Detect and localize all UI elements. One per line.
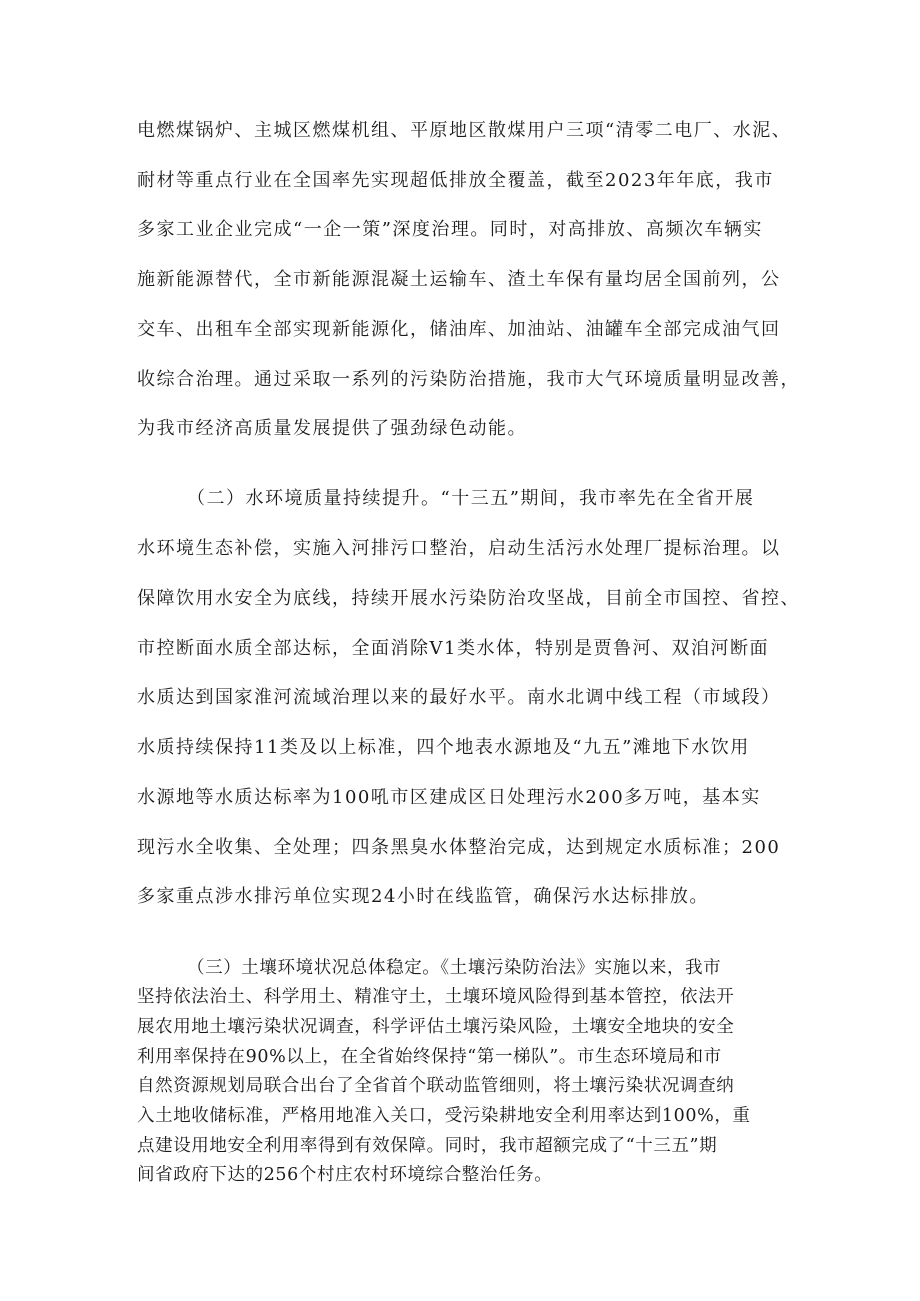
- text-line: 自然资源规划局联合出台了全省首个联动监管细则，将土壤污染状况调查纳: [137, 1076, 735, 1096]
- text-line: 为我市经济高质量发展提供了强劲绿色动能。: [137, 418, 527, 439]
- text-line: 点建设用地安全利用率得到有效保障。同时，我市超额完成了“十三五”期: [137, 1136, 718, 1156]
- text-line: 保障饮用水安全为底线，持续开展水污染防治攻坚战，目前全市国控、省控、: [137, 588, 800, 609]
- text-line: 利用率保持在90%以上，在全省始终保持“第一梯队”。市生态环境局和市: [137, 1047, 722, 1067]
- text-line: 施新能源替代，全市新能源混凝土运输车、渣土车保有量均居全国前列，公: [137, 269, 781, 290]
- text-line: 多家工业企业完成“一企一策”深度治理。同时，对高排放、高频次车辆实: [137, 219, 763, 240]
- text-line: 水质持续保持11类及以上标准，四个地表水源地及“九五”滩地下水饮用: [137, 737, 750, 758]
- text-line: 展农用地土壤污染状况调查，科学评估土壤污染风险，土壤安全地块的安全: [137, 1017, 735, 1037]
- text-line: 多家重点涉水排污单位实现24小时在线监管，确保污水达标排放。: [137, 886, 709, 907]
- text-line: 交车、出租车全部实现新能源化，储油库、加油站、油罐车全部完成油气回: [137, 319, 781, 340]
- text-line: 间省政府下达的256个村庄农村环境综合整治任务。: [137, 1165, 553, 1185]
- text-line: （二）水环境质量持续提升。“十三五”期间，我市率先在全省开展: [187, 488, 755, 509]
- text-line: 市控断面水质全部达标，全面消除V1类水体，特别是贾鲁河、双洎河断面: [137, 638, 769, 659]
- text-line: 水源地等水质达标率为100吼市区建成区日处理污水200多万吨，基本实: [137, 787, 761, 808]
- text-line: 水质达到国家淮河流域治理以来的最好水平。南水北调中线工程（市域段）: [137, 687, 781, 708]
- text-line: （三）土壤环境状况总体稳定。《土壤污染防治法》实施以来，我市: [187, 958, 722, 978]
- text-line: 入土地收储标准，严格用地准入关口，受污染耕地安全利用率达到100%，重: [137, 1106, 751, 1126]
- text-line: 水环境生态补偿，实施入河排污口整治，启动生活污水处理厂提标治理。以: [137, 538, 781, 559]
- text-line: 耐材等重点行业在全国率先实现超低排放全覆盖，截至2023年年底，我市: [137, 170, 774, 191]
- text-line: 电燃煤锅炉、主城区燃煤机组、平原地区散煤用户三项“清零二电厂、水泥、: [137, 120, 792, 141]
- text-line: 收综合治理。通过采取一系列的污染防治措施，我市大气环境质量明显改善，: [137, 369, 800, 390]
- text-line: 坚持依法治土、科学用土、精准守土，土壤环境风险得到基本管控，依法开: [137, 987, 735, 1007]
- text-line: 现污水全收集、全处理；四条黑臭水体整治完成，达到规定水质标准；200: [137, 837, 781, 858]
